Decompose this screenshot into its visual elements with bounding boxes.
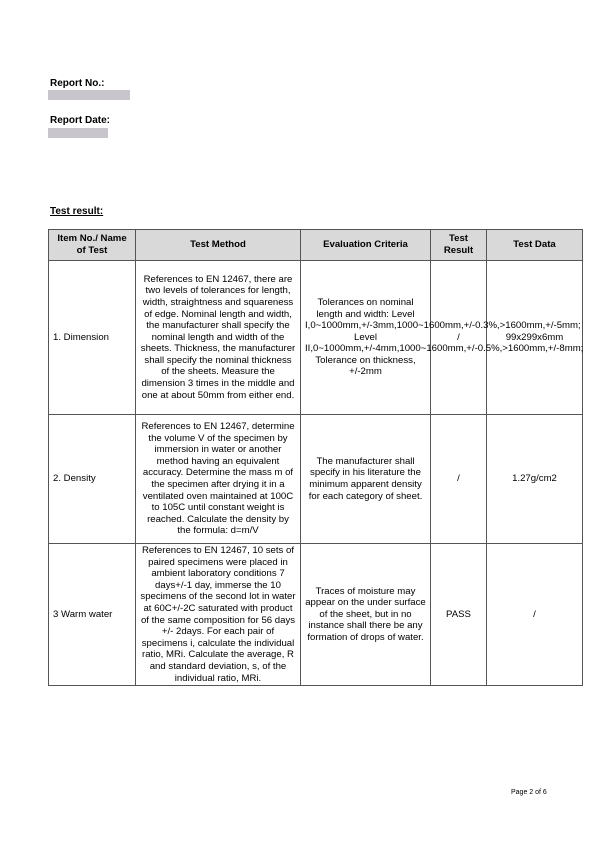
cell-method: References to EN 12467, there are two levels of tolerances for length, width, straightness and squareness of edge. Nominal length and width, the manufacturer shall specify the nominal length and width of the sheets. Thickness, the manufacturer shall specify the nominal thickness of the sheets. Measure the dimension 3 times in the middle and one at about 50mm from either end.: [136, 261, 301, 415]
table-row: [49, 261, 583, 415]
report-no-redaction: [48, 90, 130, 100]
header-criteria: Evaluation Criteria: [301, 230, 431, 261]
cell-item: 1. Dimension: [49, 261, 136, 415]
cell-data: 99x299x6mm: [487, 261, 583, 415]
header-item: Item No./ Name of Test: [49, 230, 136, 261]
report-date-redaction: [48, 128, 108, 138]
header-data: Test Data: [487, 230, 583, 261]
cell-method: References to EN 12467, 10 sets of paired specimens were placed in ambient laboratory conditions 7 days+/-1 day, immerse the 10 specimens of the second lot in water at 60C+/-2C saturated with product of the same composition for 56 days +/- 2days. For each pair of specimens i, calculate the individual ratio, MRi. Calculate the average, R and standard deviation, s, of the individual ratio, MRi.: [136, 544, 301, 686]
cell-result: PASS: [431, 544, 487, 686]
header-method: Test Method: [136, 230, 301, 261]
cell-criteria: Tolerances on nominal length and width: Level I,0~1000mm,+/-3mm,1000~1600mm,+/-0.3%,>1600mm,+/-5mm; Level II,0~1000mm,+/-4mm,1000~1600mm,+/-0.5%,>1600mm,+/-8mm; Tolerance on thickness, +/-2mm: [301, 261, 431, 415]
cell-result: /: [431, 261, 487, 415]
cell-item: 2. Density: [49, 415, 136, 544]
cell-data: 1.27g/cm2: [487, 415, 583, 544]
cell-data: /: [487, 544, 583, 686]
header-result: Test Result: [431, 230, 487, 261]
page-number: Page 2 of 6: [511, 789, 547, 796]
table-row: [49, 415, 583, 544]
table-row: [49, 544, 583, 686]
test-result-table: [48, 229, 583, 686]
report-no-label: Report No.:: [50, 78, 105, 89]
cell-item: 3 Warm water: [49, 544, 136, 686]
table-header-row: [49, 230, 583, 261]
cell-criteria: Traces of moisture may appear on the under surface of the sheet, but in no instance shall there be any formation of drops of water.: [301, 544, 431, 686]
report-date-label: Report Date:: [50, 115, 111, 126]
cell-method: References to EN 12467, determine the volume V of the specimen by immersion in water or another method having an equivalent accuracy. Determine the mass m of the specimen after drying it in a ventilated oven maintained at 100C to 105C until constant weight is reached. Calculate the density by the formula: d=m/V: [136, 415, 301, 544]
cell-criteria: The manufacturer shall specify in his literature the minimum apparent density for each category of sheet.: [301, 415, 431, 544]
section-title: Test result:: [50, 206, 104, 217]
cell-result: /: [431, 415, 487, 544]
